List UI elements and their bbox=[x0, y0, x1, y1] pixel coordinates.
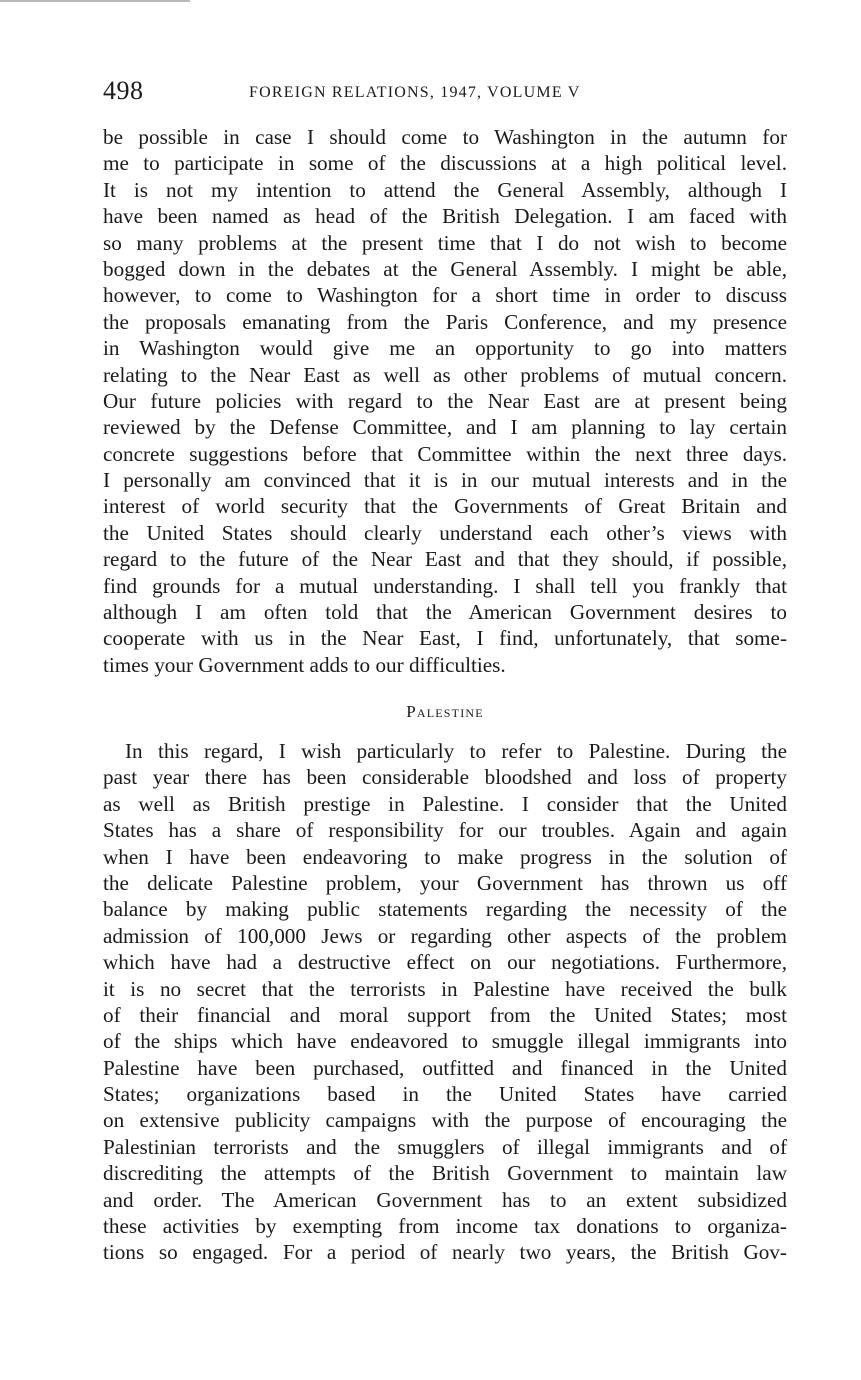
text-line: discrediting the attempts of the British Government to maintain law bbox=[103, 1161, 787, 1186]
text-line: of their financial and moral support from the United States; most bbox=[103, 1002, 787, 1027]
text-line: these activities by exempting from income tax donations to organiza- bbox=[103, 1214, 787, 1239]
text-line: find grounds for a mutual understanding. I shall tell you frankly that bbox=[103, 573, 787, 598]
text-line: concrete suggestions before that Committee within the next three days. bbox=[103, 441, 787, 466]
text-line: which have had a destructive effect on our negotiations. Furthermore, bbox=[103, 950, 787, 975]
text-line: on extensive publicity campaigns with the purpose of encouraging the bbox=[103, 1108, 787, 1133]
text-line: admission of 100,000 Jews or regarding other aspects of the problem bbox=[103, 923, 787, 948]
text-line: interest of world security that the Governments of Great Britain and bbox=[103, 494, 787, 519]
text-line: regard to the future of the Near East and that they should, if possible, bbox=[103, 547, 787, 572]
text-line: although I am often told that the American Government desires to bbox=[103, 600, 787, 625]
text-line: States; organizations based in the United States have carried bbox=[103, 1082, 787, 1107]
text-line: when I have been endeavoring to make progress in the solution of bbox=[103, 844, 787, 869]
text-line: past year there has been considerable bloodshed and loss of property bbox=[103, 765, 787, 790]
text-line: It is not my intention to attend the General Assembly, although I bbox=[103, 177, 787, 202]
text-line: me to participate in some of the discussions at a high political level. bbox=[103, 151, 787, 176]
page-number: 498 bbox=[103, 76, 144, 105]
text-line: In this regard, I wish particularly to refer to Palestine. During the bbox=[125, 739, 787, 763]
text-line: however, to come to Washington for a short time in order to discuss bbox=[103, 283, 787, 308]
text-line: I personally am convinced that it is in our mutual interests and in the bbox=[103, 468, 787, 493]
text-line: reviewed by the Defense Committee, and I am planning to lay certain bbox=[103, 415, 787, 440]
text-line: in Washington would give me an opportunity to go into matters bbox=[103, 336, 787, 361]
text-line: Palestinian terrorists and the smugglers of illegal immigrants and of bbox=[103, 1134, 787, 1159]
text-line: balance by making public statements regarding the necessity of the bbox=[103, 897, 787, 922]
section-heading: Palestine bbox=[406, 702, 484, 721]
text-line: of the ships which have endeavored to smuggle illegal immigrants into bbox=[103, 1029, 787, 1054]
top-edge-rule bbox=[0, 0, 190, 2]
text-line: as well as British prestige in Palestine. I consider that the United bbox=[103, 791, 787, 816]
text-line: bogged down in the debates at the General Assembly. I might be able, bbox=[103, 256, 787, 281]
text-line: times your Government adds to our difficulties. bbox=[103, 652, 506, 677]
text-line: States has a share of responsibility for our troubles. Again and again bbox=[103, 818, 787, 843]
text-line: the United States should clearly understand each other’s views with bbox=[103, 520, 787, 545]
text-line: Palestine have been purchased, outfitted and financed in the United bbox=[103, 1055, 787, 1080]
text-line: it is no secret that the terrorists in Palestine have received the bulk bbox=[103, 976, 787, 1001]
text-line: have been named as head of the British Delegation. I am faced with bbox=[103, 204, 787, 229]
page-header bbox=[103, 76, 787, 110]
text-line: relating to the Near East as well as other problems of mutual concern. bbox=[103, 362, 787, 387]
running-head: FOREIGN RELATIONS, 1947, VOLUME V bbox=[249, 84, 581, 101]
text-line: and order. The American Government has to an extent subsidized bbox=[103, 1187, 787, 1212]
text-line: tions so engaged. For a period of nearly two years, the British Gov- bbox=[103, 1240, 787, 1265]
paragraph-continued bbox=[103, 124, 787, 678]
text-line: so many problems at the present time that I do not wish to become bbox=[103, 230, 787, 255]
text-line: cooperate with us in the Near East, I find, unfortunately, that some- bbox=[103, 626, 787, 651]
text-line: the delicate Palestine problem, your Government has thrown us off bbox=[103, 870, 787, 895]
text-line: Our future policies with regard to the Near East are at present being bbox=[103, 388, 787, 413]
paragraph-palestine bbox=[103, 738, 787, 1266]
text-line: the proposals emanating from the Paris Conference, and my presence bbox=[103, 309, 787, 334]
text-line: be possible in case I should come to Washington in the autumn for bbox=[103, 125, 787, 149]
